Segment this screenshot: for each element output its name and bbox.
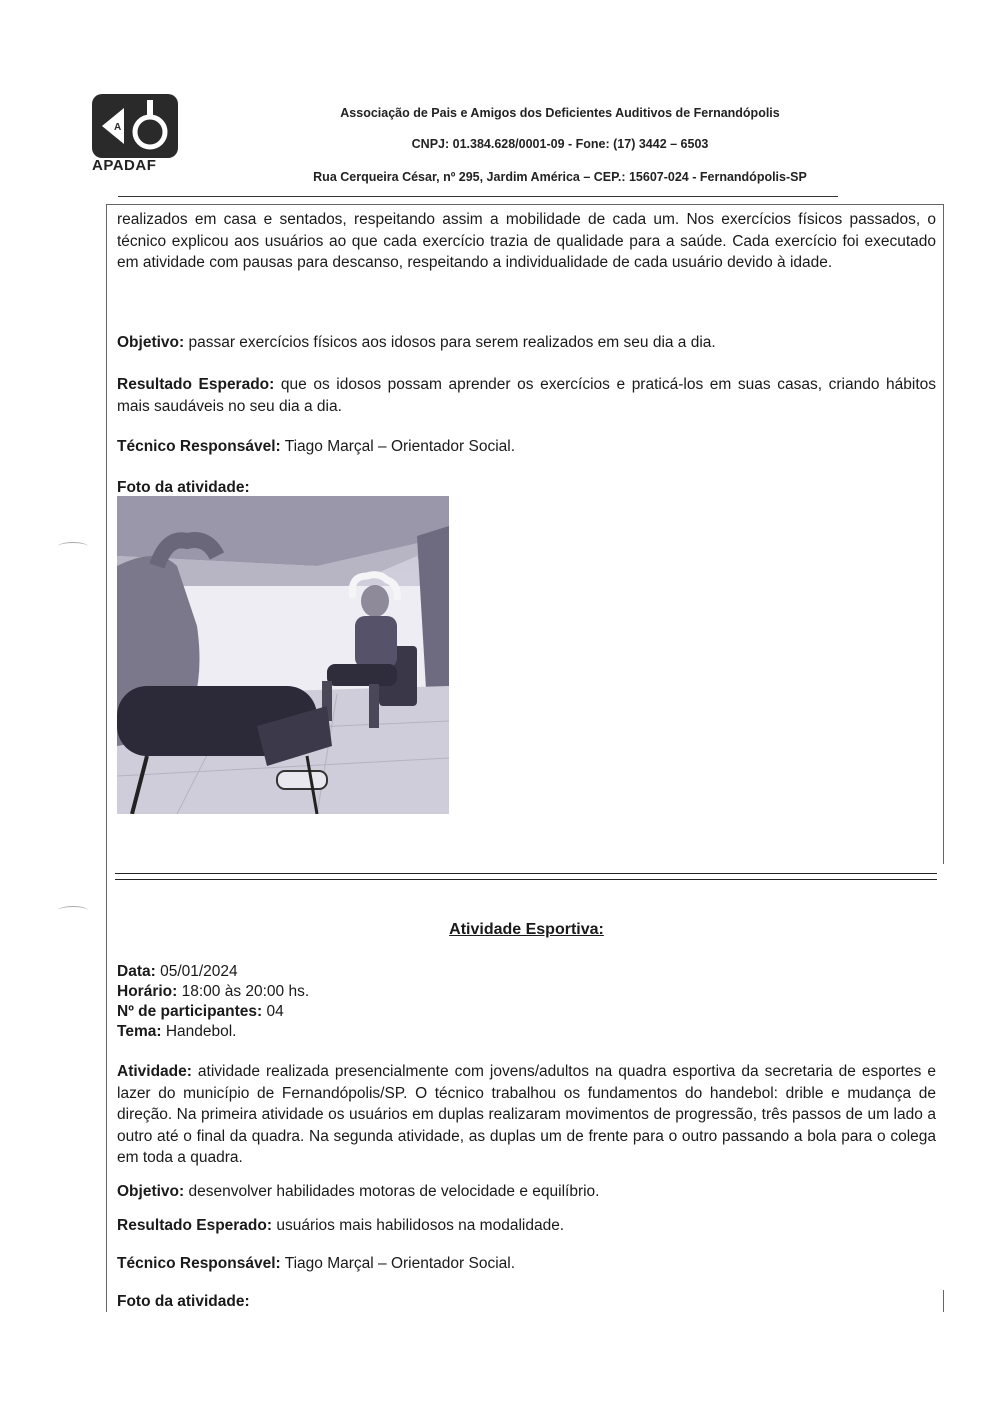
- horario-label: Horário:: [117, 983, 178, 1000]
- tema-label: Tema:: [117, 1023, 162, 1040]
- objetivo-label: Objetivo:: [117, 334, 185, 351]
- resultado-paragraph: [117, 374, 936, 417]
- objetivo-text-2: desenvolver habilidades motoras de velocidade e equilíbrio.: [184, 1183, 600, 1200]
- svg-text:A: A: [114, 122, 122, 133]
- data-label: Data:: [117, 963, 156, 980]
- frame-top-border: [106, 204, 944, 205]
- foto-paragraph-2: [117, 1291, 936, 1313]
- horario-line: [117, 982, 309, 1002]
- activity-photo: [117, 496, 449, 814]
- tecnico-paragraph: [117, 436, 936, 458]
- resultado-label-2: Resultado Esperado:: [117, 1217, 273, 1234]
- resultado-paragraph-2: [117, 1215, 936, 1237]
- objetivo-text: passar exercícios físicos aos idosos para serem realizados em seu dia a dia.: [184, 334, 716, 351]
- tecnico-text: Tiago Marçal – Orientador Social.: [280, 438, 516, 455]
- data-line: [117, 962, 238, 982]
- resultado-text: que os idosos possam aprender os exercícios e praticá-los em suas casas, criando hábitos mais saudáveis no seu dia a dia.: [117, 376, 936, 415]
- header-rule: [118, 196, 838, 197]
- participantes-label: Nº de participantes:: [117, 1003, 263, 1020]
- tecnico-label: Técnico Responsável:: [117, 438, 281, 455]
- continuation-paragraph: realizados em casa e sentados, respeitando assim a mobilidade de cada um. Nos exercícios físicos passados, o técnico explicou aos usuários ao que cada exercício trazia de qualidade para a saúde. Cada exercício foi executado em atividade com pausas para descanso, respeitando a individualidade de cada usuário devido à idade.: [117, 211, 936, 271]
- participantes-line: [117, 1002, 284, 1022]
- section-separator-top: [115, 873, 937, 874]
- logo-text: APADAF: [92, 157, 157, 174]
- objetivo-paragraph: [117, 332, 936, 354]
- foto-label: Foto da atividade:: [117, 479, 250, 496]
- frame-right-border: [943, 204, 944, 864]
- frame-left-border: [106, 204, 107, 1312]
- org-name: Associação de Pais e Amigos dos Deficientes Auditivos de Fernandópolis: [340, 106, 780, 120]
- resultado-text-2: usuários mais habilidosos na modalidade.: [272, 1217, 565, 1234]
- tecnico-label-2: Técnico Responsável:: [117, 1255, 281, 1272]
- punch-hole-mark: [58, 906, 88, 915]
- cnpj-phone: CNPJ: 01.384.628/0001-09 - Fone: (17) 3442 – 6503: [411, 137, 709, 151]
- section-separator-bottom: [115, 879, 937, 880]
- punch-hole-mark: [58, 542, 88, 551]
- tema-line: [117, 1022, 237, 1042]
- section-title: Atividade Esportiva:: [449, 921, 604, 938]
- objetivo-paragraph-2: [117, 1181, 936, 1203]
- atividade-label: Atividade:: [117, 1063, 192, 1080]
- data-value: 05/01/2024: [155, 963, 238, 980]
- resultado-label: Resultado Esperado:: [117, 376, 275, 393]
- foto-label-2: Foto da atividade:: [117, 1293, 250, 1310]
- frame-right-border-bottom: [943, 1290, 944, 1312]
- horario-value: 18:00 às 20:00 hs.: [177, 983, 310, 1000]
- objetivo-label-2: Objetivo:: [117, 1183, 185, 1200]
- address: Rua Cerqueira César, nº 295, Jardim América – CEP.: 15607-024 - Fernandópolis-SP: [313, 170, 807, 184]
- participantes-value: 04: [262, 1003, 284, 1020]
- tecnico-text-2: Tiago Marçal – Orientador Social.: [280, 1255, 516, 1272]
- atividade-paragraph: [117, 1061, 936, 1169]
- atividade-text: atividade realizada presencialmente com jovens/adultos na quadra esportiva da secretaria de esportes e lazer do município de Fernandópolis/SP. O técnico trabalhou os fundamentos do handebol: drible e mudança de direção. Na primeira atividade os usuários em duplas realizaram movimentos de progressão, três passos de um lado a outro até o final da quadra. Na segunda atividade, as duplas um de frente para o outro passando a bola para o colega em toda a quadra.: [117, 1063, 936, 1166]
- tema-value: Handebol.: [161, 1023, 237, 1040]
- tecnico-paragraph-2: [117, 1253, 936, 1275]
